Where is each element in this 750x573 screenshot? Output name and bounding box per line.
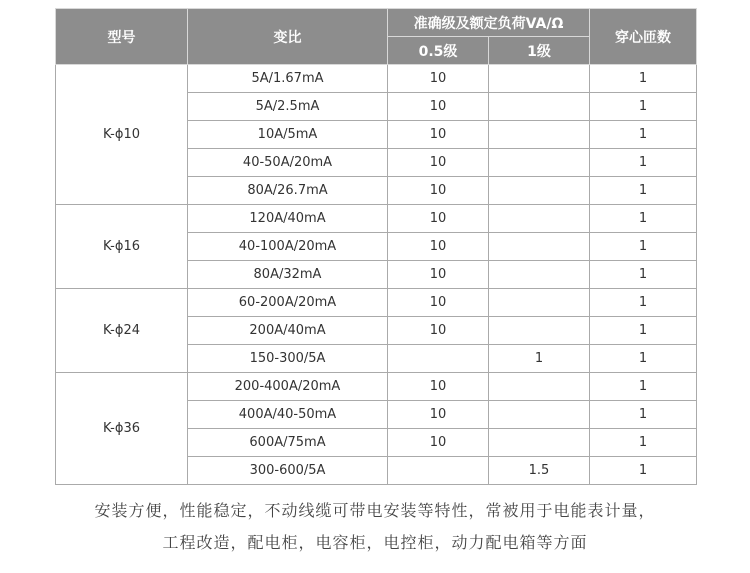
class-1-cell xyxy=(489,373,590,401)
class-05-cell: 10 xyxy=(388,121,489,149)
ratio-cell: 80A/26.7mA xyxy=(188,177,388,205)
turns-cell: 1 xyxy=(590,317,697,345)
class-1-cell xyxy=(489,177,590,205)
turns-cell: 1 xyxy=(590,149,697,177)
turns-cell: 1 xyxy=(590,121,697,149)
class-05-cell xyxy=(388,457,489,485)
class-1-cell xyxy=(489,261,590,289)
turns-cell: 1 xyxy=(590,373,697,401)
header-ratio: 变比 xyxy=(188,9,388,65)
class-1-cell xyxy=(489,149,590,177)
header-model: 型号 xyxy=(56,9,188,65)
table-body xyxy=(56,65,697,485)
table-row xyxy=(56,289,697,317)
class-05-cell xyxy=(388,345,489,373)
turns-cell: 1 xyxy=(590,233,697,261)
class-05-cell: 10 xyxy=(388,261,489,289)
table-row xyxy=(56,205,697,233)
class-1-cell xyxy=(489,233,590,261)
turns-cell: 1 xyxy=(590,261,697,289)
model-cell: K-ϕ36 xyxy=(56,373,188,485)
turns-cell: 1 xyxy=(590,401,697,429)
header-accuracy-group: 准确级及额定负荷VA/Ω xyxy=(388,9,590,37)
class-05-cell: 10 xyxy=(388,177,489,205)
class-1-cell xyxy=(489,429,590,457)
description-line-2: 工程改造，配电柜，电容柜，电控柜，动力配电箱等方面 xyxy=(162,533,588,552)
ratio-cell: 200A/40mA xyxy=(188,317,388,345)
ratio-cell: 10A/5mA xyxy=(188,121,388,149)
header-class-1: 1级 xyxy=(489,37,590,65)
table-header xyxy=(56,9,697,65)
class-05-cell: 10 xyxy=(388,317,489,345)
table-row xyxy=(56,373,697,401)
ratio-cell: 60-200A/20mA xyxy=(188,289,388,317)
header-turns: 穿心匝数 xyxy=(590,9,697,65)
turns-cell: 1 xyxy=(590,345,697,373)
table-row xyxy=(56,65,697,93)
ratio-cell: 150-300/5A xyxy=(188,345,388,373)
class-05-cell: 10 xyxy=(388,149,489,177)
class-05-cell: 10 xyxy=(388,205,489,233)
ratio-cell: 40-100A/20mA xyxy=(188,233,388,261)
class-05-cell: 10 xyxy=(388,401,489,429)
class-1-cell xyxy=(489,205,590,233)
model-cell: K-ϕ24 xyxy=(56,289,188,373)
turns-cell: 1 xyxy=(590,289,697,317)
class-1-cell: 1 xyxy=(489,345,590,373)
ratio-cell: 40-50A/20mA xyxy=(188,149,388,177)
class-05-cell: 10 xyxy=(388,233,489,261)
class-05-cell: 10 xyxy=(388,373,489,401)
class-05-cell: 10 xyxy=(388,289,489,317)
class-1-cell xyxy=(489,65,590,93)
header-class-05: 0.5级 xyxy=(388,37,489,65)
class-1-cell xyxy=(489,121,590,149)
class-05-cell: 10 xyxy=(388,429,489,457)
class-1-cell xyxy=(489,317,590,345)
model-cell: K-ϕ16 xyxy=(56,205,188,289)
ratio-cell: 200-400A/20mA xyxy=(188,373,388,401)
class-1-cell xyxy=(489,401,590,429)
turns-cell: 1 xyxy=(590,457,697,485)
class-05-cell: 10 xyxy=(388,93,489,121)
ratio-cell: 300-600/5A xyxy=(188,457,388,485)
class-1-cell: 1.5 xyxy=(489,457,590,485)
ratio-cell: 5A/1.67mA xyxy=(188,65,388,93)
class-05-cell: 10 xyxy=(388,65,489,93)
spec-table xyxy=(55,8,697,485)
ratio-cell: 400A/40-50mA xyxy=(188,401,388,429)
class-1-cell xyxy=(489,289,590,317)
turns-cell: 1 xyxy=(590,93,697,121)
ratio-cell: 600A/75mA xyxy=(188,429,388,457)
ratio-cell: 5A/2.5mA xyxy=(188,93,388,121)
ratio-cell: 80A/32mA xyxy=(188,261,388,289)
class-1-cell xyxy=(489,93,590,121)
turns-cell: 1 xyxy=(590,177,697,205)
turns-cell: 1 xyxy=(590,205,697,233)
model-cell: K-ϕ10 xyxy=(56,65,188,205)
turns-cell: 1 xyxy=(590,429,697,457)
turns-cell: 1 xyxy=(590,65,697,93)
description-line-1: 安装方便，性能稳定，不动线缆可带电安装等特性，常被用于电能表计量， xyxy=(94,501,656,520)
ratio-cell: 120A/40mA xyxy=(188,205,388,233)
